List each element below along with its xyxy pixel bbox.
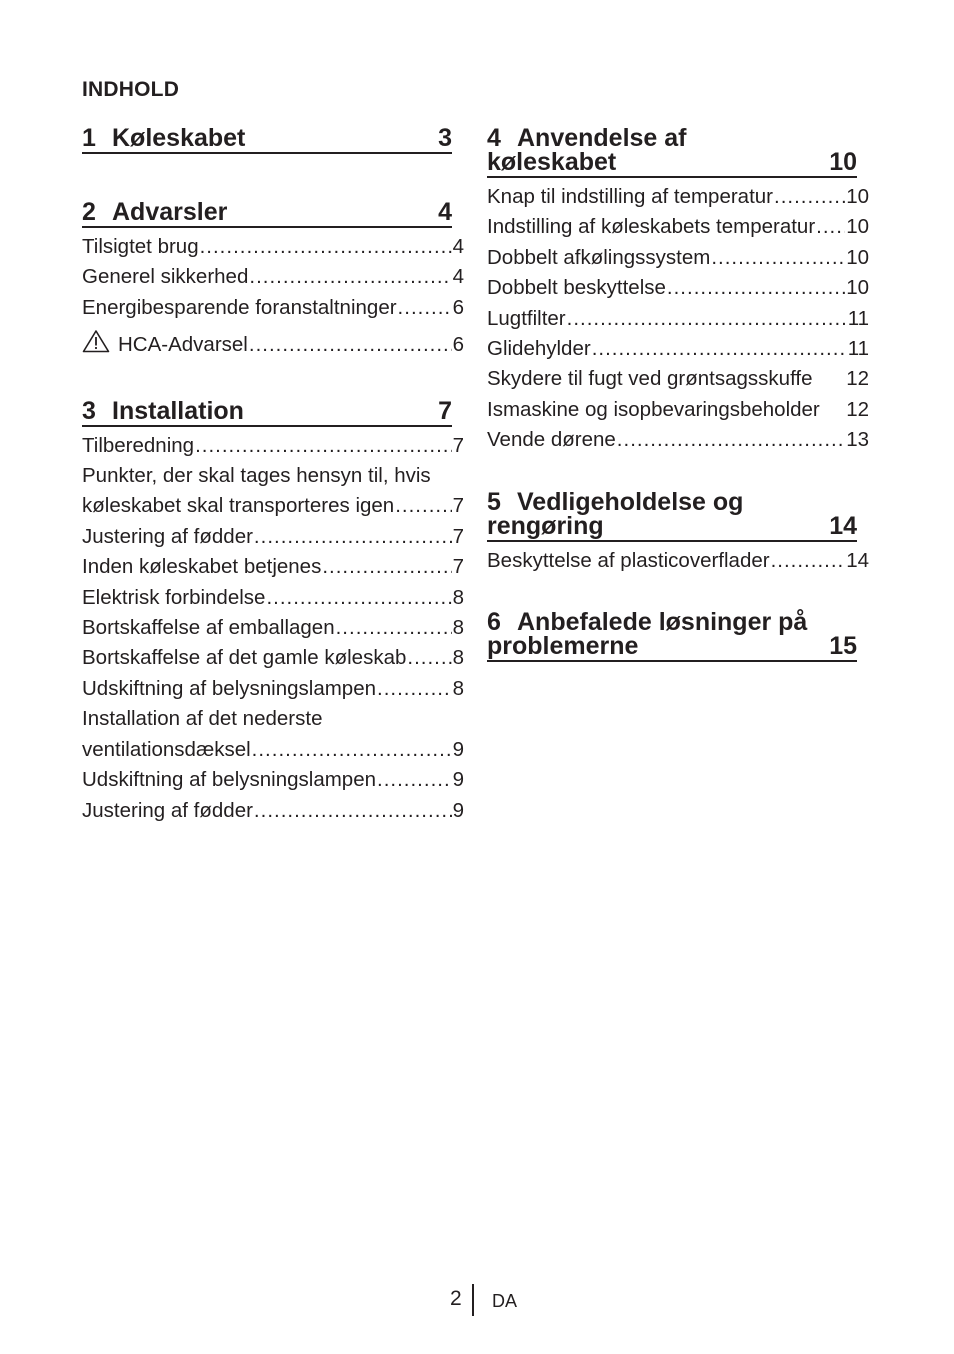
entry-label: Glidehylder <box>487 337 591 361</box>
section-page: 14 <box>829 511 857 540</box>
toc-entry[interactable] <box>487 425 869 455</box>
toc-entry[interactable] <box>82 765 464 795</box>
entry-page: 4 <box>452 235 464 258</box>
toc-entry[interactable] <box>82 262 464 292</box>
section-title-continued: rengøring <box>487 511 604 540</box>
entry-page: 11 <box>847 337 869 361</box>
section-number: 1 <box>82 124 96 152</box>
entry-page: 11 <box>847 306 869 330</box>
section-title: Vedligeholdelse og <box>517 487 744 516</box>
section-heading[interactable] <box>82 120 452 154</box>
page-footer <box>0 1284 954 1316</box>
toc-entry[interactable] <box>487 273 869 303</box>
entry-label: Generel sikkerhed <box>82 265 249 289</box>
entry-page: 9 <box>452 798 464 822</box>
section-heading[interactable] <box>487 484 857 542</box>
entry-label: Bortskaffelse af emballagen <box>82 616 335 640</box>
section-number: 6 <box>487 608 501 637</box>
entry-page: 7 <box>452 494 464 518</box>
toc-entry[interactable] <box>82 522 464 552</box>
section-title: Køleskabet <box>112 124 246 152</box>
section-page: 4 <box>438 198 452 226</box>
entry-page: 8 <box>452 646 464 670</box>
entry-label-continued: ventilationsdæksel <box>82 737 251 761</box>
toc-entry[interactable] <box>82 796 464 826</box>
toc-entry[interactable] <box>82 704 464 765</box>
toc-section-1 <box>82 120 464 154</box>
warning-triangle-icon <box>82 329 110 362</box>
footer-divider <box>472 1284 474 1316</box>
toc-entry[interactable] <box>487 212 869 242</box>
toc-entry[interactable] <box>82 674 464 704</box>
section-title: Advarsler <box>112 198 228 226</box>
entry-label: Beskyttelse af plasticoverflader <box>487 548 770 572</box>
entry-label: Tilsigtet brug <box>82 235 199 258</box>
toc-section-3 <box>82 393 464 826</box>
section-number: 5 <box>487 487 501 516</box>
entry-label: Udskiftning af belysningslampen <box>82 768 376 792</box>
contents-heading: INDHOLD <box>82 78 180 101</box>
toc-entry[interactable] <box>487 546 869 576</box>
entry-page: 7 <box>452 433 464 457</box>
section-number: 2 <box>82 198 96 226</box>
entry-label: Lugtfilter <box>487 306 566 330</box>
toc-entry[interactable] <box>82 431 464 461</box>
entry-label: Elektrisk forbindelse <box>82 585 266 609</box>
section-title-continued: køleskabet <box>487 148 617 176</box>
entry-page: 14 <box>846 548 869 572</box>
section-title: Anbefalede løsninger på <box>517 608 808 637</box>
page-number: 2 <box>450 1287 462 1310</box>
toc-entry[interactable] <box>487 243 869 273</box>
section-page: 3 <box>438 124 452 152</box>
toc-entry[interactable] <box>487 364 869 394</box>
toc-entry[interactable] <box>487 304 869 334</box>
entry-page: 8 <box>452 585 464 609</box>
section-page: 10 <box>829 148 857 176</box>
entry-page: 8 <box>452 616 464 640</box>
section-heading[interactable] <box>82 194 452 228</box>
entry-label: Knap til indstilling af temperatur <box>487 185 774 208</box>
entry-label: HCA-Advarsel <box>118 333 248 357</box>
entry-page: 9 <box>452 768 464 792</box>
entry-label: Ismaskine og isopbevaringsbeholder <box>487 397 820 421</box>
section-title-continued: problemerne <box>487 632 639 661</box>
entry-page: 10 <box>846 276 869 300</box>
toc-entry[interactable] <box>487 334 869 364</box>
toc-entry[interactable] <box>82 461 464 522</box>
toc-entry[interactable] <box>487 182 869 212</box>
entry-page: 8 <box>452 676 464 700</box>
entry-label: Dobbelt beskyttelse <box>487 276 666 300</box>
entry-page: 7 <box>452 555 464 579</box>
entry-label: Dobbelt afkølingssystem <box>487 245 711 269</box>
entry-page: 10 <box>846 215 869 239</box>
toc-section-2 <box>82 194 464 363</box>
entry-label: Punkter, der skal tages hensyn til, hvis <box>82 464 431 488</box>
entry-label: Justering af fødder <box>82 798 253 822</box>
section-page: 15 <box>829 632 857 661</box>
toc-entry[interactable] <box>82 329 464 362</box>
toc-entry[interactable] <box>82 643 464 673</box>
language-code: DA <box>492 1291 518 1311</box>
entry-label: Justering af fødder <box>82 524 253 548</box>
toc-entry[interactable] <box>487 395 869 425</box>
entry-page: 10 <box>846 185 869 208</box>
entry-label-continued: køleskabet skal transporteres igen <box>82 494 395 518</box>
section-title: Installation <box>112 396 244 425</box>
toc-left-column <box>82 120 464 826</box>
toc-entry[interactable] <box>82 552 464 582</box>
entry-label: Skydere til fugt ved grøntsagsskuffe <box>487 367 813 391</box>
entry-page: 7 <box>452 524 464 548</box>
toc-entry[interactable] <box>82 232 464 262</box>
entry-label: Vende dørene <box>487 428 616 452</box>
section-number: 3 <box>82 396 96 425</box>
entry-label: Bortskaffelse af det gamle køleskab <box>82 646 407 670</box>
section-number: 4 <box>487 124 501 152</box>
entry-page: 13 <box>846 428 869 452</box>
section-page: 7 <box>438 396 452 425</box>
section-heading[interactable] <box>487 120 857 178</box>
entry-page: 12 <box>846 367 869 391</box>
toc-entry[interactable] <box>82 613 464 643</box>
entry-page: 9 <box>452 737 464 761</box>
toc-entry[interactable] <box>82 583 464 613</box>
entry-label: Tilberedning <box>82 433 195 457</box>
entry-page: 6 <box>452 333 464 357</box>
entry-label: Udskiftning af belysningslampen <box>82 676 376 700</box>
entry-label: Indstilling af køleskabets temperatur <box>487 215 816 239</box>
entry-label: Inden køleskabet betjenes <box>82 555 322 579</box>
toc-section-6 <box>487 604 869 662</box>
toc-entry[interactable] <box>82 293 464 323</box>
entry-page: 4 <box>452 265 464 289</box>
toc-right-column <box>487 120 869 662</box>
section-heading[interactable] <box>82 393 452 427</box>
entry-page: 12 <box>846 397 869 421</box>
entry-label: Installation af det nederste <box>82 707 323 731</box>
toc-section-5 <box>487 484 869 576</box>
section-heading[interactable] <box>487 604 857 662</box>
entry-label: Energibesparende foranstaltninger <box>82 295 397 319</box>
toc-section-4 <box>487 120 869 456</box>
entry-page: 6 <box>452 295 464 319</box>
entry-page: 10 <box>846 245 869 269</box>
section-title: Anvendelse af <box>517 124 687 152</box>
